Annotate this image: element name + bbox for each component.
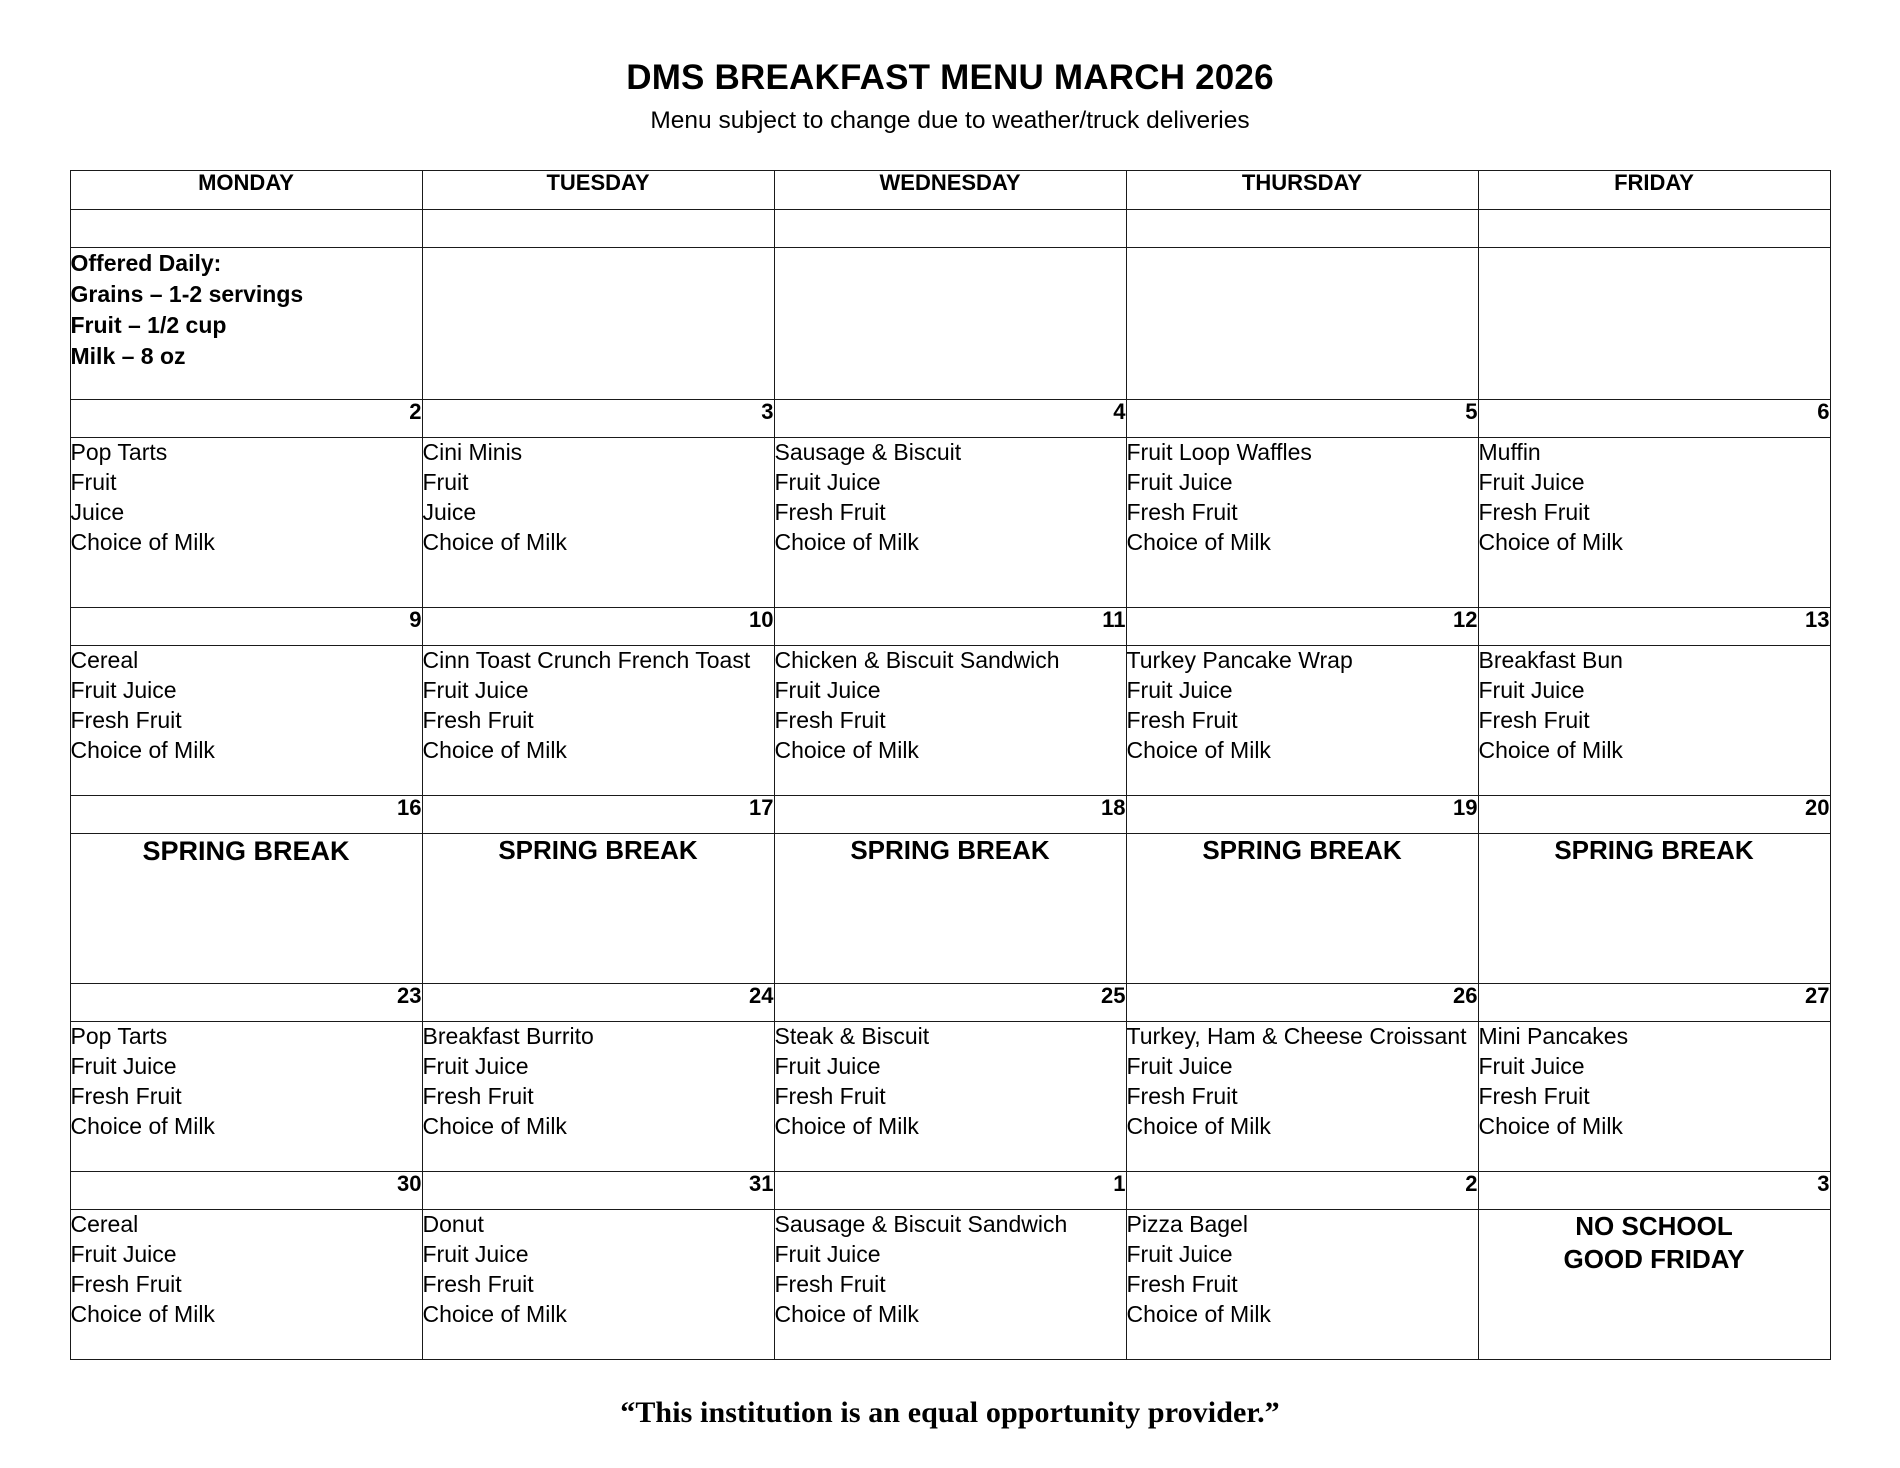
menu-side: Choice of Milk (70, 1301, 215, 1328)
menu-side: Choice of Milk (774, 1301, 919, 1328)
date-number-row (70, 399, 1830, 437)
day-menu-cell (422, 1021, 774, 1171)
date-number-blank (422, 209, 774, 247)
menu-side: Fruit Juice (1478, 469, 1585, 496)
day-menu-cell (774, 1021, 1126, 1171)
date-number: 30 (70, 1171, 422, 1209)
menu-side: Fresh Fruit (70, 1083, 182, 1110)
date-number-row (70, 209, 1830, 247)
day-menu-cell (774, 645, 1126, 795)
menu-entree: Breakfast Burrito (422, 1023, 594, 1050)
day-of-week-row (70, 170, 1830, 209)
date-number: 20 (1478, 795, 1830, 833)
menu-content-row (70, 1021, 1830, 1171)
no-service-label: SPRING BREAK (498, 834, 698, 865)
menu-side: Choice of Milk (774, 737, 919, 764)
empty-cell (1126, 247, 1478, 399)
menu-side: Fresh Fruit (1126, 1271, 1238, 1298)
menu-side: Fruit Juice (1126, 469, 1233, 496)
equal-opportunity-statement: “This institution is an equal opportunity provider.” (620, 1395, 1280, 1429)
empty-cell (774, 247, 1126, 399)
menu-entree: Pop Tarts (70, 1023, 168, 1050)
menu-side: Fresh Fruit (1126, 707, 1238, 734)
menu-side: Fruit Juice (1478, 1053, 1585, 1080)
calendar-container (70, 170, 1831, 1360)
column-header-wednesday: WEDNESDAY (774, 170, 1126, 209)
date-number: 19 (1126, 795, 1478, 833)
menu-side: Fruit Juice (774, 1053, 881, 1080)
menu-side: Fresh Fruit (422, 707, 534, 734)
no-service-cell (1478, 833, 1830, 983)
menu-content-row (70, 645, 1830, 795)
menu-entree: Cini Minis (422, 439, 523, 466)
menu-entree: Chicken & Biscuit Sandwich (774, 647, 1060, 674)
menu-entree: Turkey, Ham & Cheese Croissant (1126, 1023, 1467, 1050)
menu-side: Fruit Juice (774, 1241, 881, 1268)
menu-side: Fruit Juice (70, 1053, 177, 1080)
menu-entree: Mini Pancakes (1478, 1023, 1629, 1050)
menu-side: Choice of Milk (1478, 529, 1623, 556)
day-menu-cell (1126, 645, 1478, 795)
date-number-blank (1478, 209, 1830, 247)
no-service-cell (1126, 833, 1478, 983)
menu-side: Choice of Milk (422, 1113, 567, 1140)
date-number-blank (70, 209, 422, 247)
menu-side: Fruit Juice (1126, 677, 1233, 704)
date-number: 11 (774, 607, 1126, 645)
menu-entree: Sausage & Biscuit Sandwich (774, 1211, 1068, 1238)
menu-content-row (70, 437, 1830, 607)
day-menu-cell (1126, 1209, 1478, 1359)
no-service-cell (70, 833, 422, 983)
offered-daily-line: Grains – 1-2 servings (70, 280, 304, 307)
menu-side: Fresh Fruit (422, 1271, 534, 1298)
menu-side: Fresh Fruit (1478, 707, 1590, 734)
no-service-label: SPRING BREAK (1202, 834, 1402, 865)
menu-side: Fresh Fruit (774, 707, 886, 734)
menu-entree: Turkey Pancake Wrap (1126, 647, 1353, 674)
column-header-thursday: THURSDAY (1126, 170, 1478, 209)
menu-side: Fresh Fruit (70, 1271, 182, 1298)
no-service-label: SPRING BREAK (850, 834, 1050, 865)
day-menu-cell (1478, 437, 1830, 607)
day-menu-cell (1126, 1021, 1478, 1171)
column-header-monday: MONDAY (70, 170, 422, 209)
menu-side: Choice of Milk (70, 529, 215, 556)
date-number: 31 (422, 1171, 774, 1209)
date-number: 10 (422, 607, 774, 645)
title-block (0, 0, 1900, 136)
menu-side: Fresh Fruit (1478, 1083, 1590, 1110)
menu-entree: Donut (422, 1211, 484, 1238)
empty-cell (422, 247, 774, 399)
date-number-row (70, 983, 1830, 1021)
menu-content-row (70, 1209, 1830, 1359)
menu-side: Fresh Fruit (422, 1083, 534, 1110)
date-number: 3 (422, 399, 774, 437)
menu-side: Fruit (422, 469, 469, 496)
date-number-blank (1126, 209, 1478, 247)
menu-side: Choice of Milk (422, 737, 567, 764)
day-menu-cell (70, 1209, 422, 1359)
date-number: 17 (422, 795, 774, 833)
date-number: 2 (1126, 1171, 1478, 1209)
menu-side: Choice of Milk (422, 1301, 567, 1328)
offered-daily-line: Milk – 8 oz (70, 342, 186, 369)
date-number: 25 (774, 983, 1126, 1021)
menu-entree: Cinn Toast Crunch French Toast (422, 647, 751, 674)
day-menu-cell (70, 1021, 422, 1171)
offered-daily-line: Fruit – 1/2 cup (70, 311, 227, 338)
menu-side: Choice of Milk (70, 737, 215, 764)
day-menu-cell (70, 645, 422, 795)
menu-side: Fresh Fruit (774, 1271, 886, 1298)
menu-side: Fruit Juice (774, 677, 881, 704)
menu-side: Juice (70, 499, 125, 526)
date-number: 23 (70, 983, 422, 1021)
calendar-body (70, 209, 1830, 1359)
menu-side: Fresh Fruit (1478, 499, 1590, 526)
menu-side: Fresh Fruit (1126, 499, 1238, 526)
menu-entree: Fruit Loop Waffles (1126, 439, 1312, 466)
date-number: 12 (1126, 607, 1478, 645)
menu-side: Fresh Fruit (70, 707, 182, 734)
menu-side: Fruit (70, 469, 117, 496)
date-number: 6 (1478, 399, 1830, 437)
menu-calendar-table (70, 170, 1831, 1360)
date-number: 3 (1478, 1171, 1830, 1209)
no-service-label: NO SCHOOL (1575, 1210, 1733, 1241)
no-service-cell (422, 833, 774, 983)
menu-entree: Breakfast Bun (1478, 647, 1623, 674)
menu-side: Fruit Juice (422, 1241, 529, 1268)
column-header-tuesday: TUESDAY (422, 170, 774, 209)
day-menu-cell (422, 437, 774, 607)
empty-cell (1478, 247, 1830, 399)
menu-side: Choice of Milk (422, 529, 567, 556)
date-number-blank (774, 209, 1126, 247)
date-number-row (70, 1171, 1830, 1209)
menu-side: Choice of Milk (1126, 529, 1271, 556)
date-number: 4 (774, 399, 1126, 437)
date-number-row (70, 607, 1830, 645)
no-service-label: SPRING BREAK (142, 835, 350, 866)
menu-content-row (70, 833, 1830, 983)
menu-entree: Steak & Biscuit (774, 1023, 930, 1050)
day-menu-cell (70, 437, 422, 607)
menu-side: Fruit Juice (1126, 1053, 1233, 1080)
menu-side: Choice of Milk (774, 529, 919, 556)
menu-side: Fruit Juice (1478, 677, 1585, 704)
day-menu-cell (1478, 645, 1830, 795)
day-menu-cell (422, 1209, 774, 1359)
menu-entree: Pop Tarts (70, 439, 168, 466)
date-number: 27 (1478, 983, 1830, 1021)
menu-entree: Cereal (70, 1211, 139, 1238)
menu-side: Choice of Milk (774, 1113, 919, 1140)
no-service-cell (774, 833, 1126, 983)
date-number: 1 (774, 1171, 1126, 1209)
menu-side: Choice of Milk (70, 1113, 215, 1140)
date-number: 18 (774, 795, 1126, 833)
no-service-label: GOOD FRIDAY (1563, 1244, 1745, 1275)
page-title: DMS BREAKFAST MENU MARCH 2026 (626, 58, 1274, 97)
menu-entree: Cereal (70, 647, 139, 674)
day-menu-cell (1478, 1021, 1830, 1171)
day-menu-cell (774, 437, 1126, 607)
menu-entree: Pizza Bagel (1126, 1211, 1248, 1238)
menu-side: Choice of Milk (1126, 737, 1271, 764)
date-number: 16 (70, 795, 422, 833)
menu-side: Fruit Juice (70, 677, 177, 704)
offered-daily-line: Offered Daily: (70, 249, 222, 276)
menu-side: Fruit Juice (1126, 1241, 1233, 1268)
menu-side: Choice of Milk (1126, 1113, 1271, 1140)
day-menu-cell (774, 1209, 1126, 1359)
menu-content-row (70, 247, 1830, 399)
menu-side: Choice of Milk (1478, 1113, 1623, 1140)
date-number: 5 (1126, 399, 1478, 437)
column-header-friday: FRIDAY (1478, 170, 1830, 209)
page-subtitle: Menu subject to change due to weather/truck deliveries (650, 107, 1250, 135)
date-number: 26 (1126, 983, 1478, 1021)
offered-daily-cell (70, 247, 422, 399)
menu-side: Juice (422, 499, 477, 526)
menu-side: Choice of Milk (1478, 737, 1623, 764)
date-number: 9 (70, 607, 422, 645)
menu-side: Fruit Juice (70, 1241, 177, 1268)
date-number: 2 (70, 399, 422, 437)
day-menu-cell (422, 645, 774, 795)
menu-side: Choice of Milk (1126, 1301, 1271, 1328)
menu-side: Fresh Fruit (774, 1083, 886, 1110)
date-number: 24 (422, 983, 774, 1021)
no-service-cell (1478, 1209, 1830, 1359)
menu-entree: Sausage & Biscuit (774, 439, 962, 466)
menu-side: Fruit Juice (422, 1053, 529, 1080)
day-menu-cell (1126, 437, 1478, 607)
menu-side: Fresh Fruit (1126, 1083, 1238, 1110)
calendar-header (70, 170, 1830, 209)
no-service-label: SPRING BREAK (1554, 834, 1754, 865)
date-number-row (70, 795, 1830, 833)
menu-entree: Muffin (1478, 439, 1541, 466)
date-number: 13 (1478, 607, 1830, 645)
menu-side: Fruit Juice (774, 469, 881, 496)
menu-side: Fruit Juice (422, 677, 529, 704)
menu-side: Fresh Fruit (774, 499, 886, 526)
